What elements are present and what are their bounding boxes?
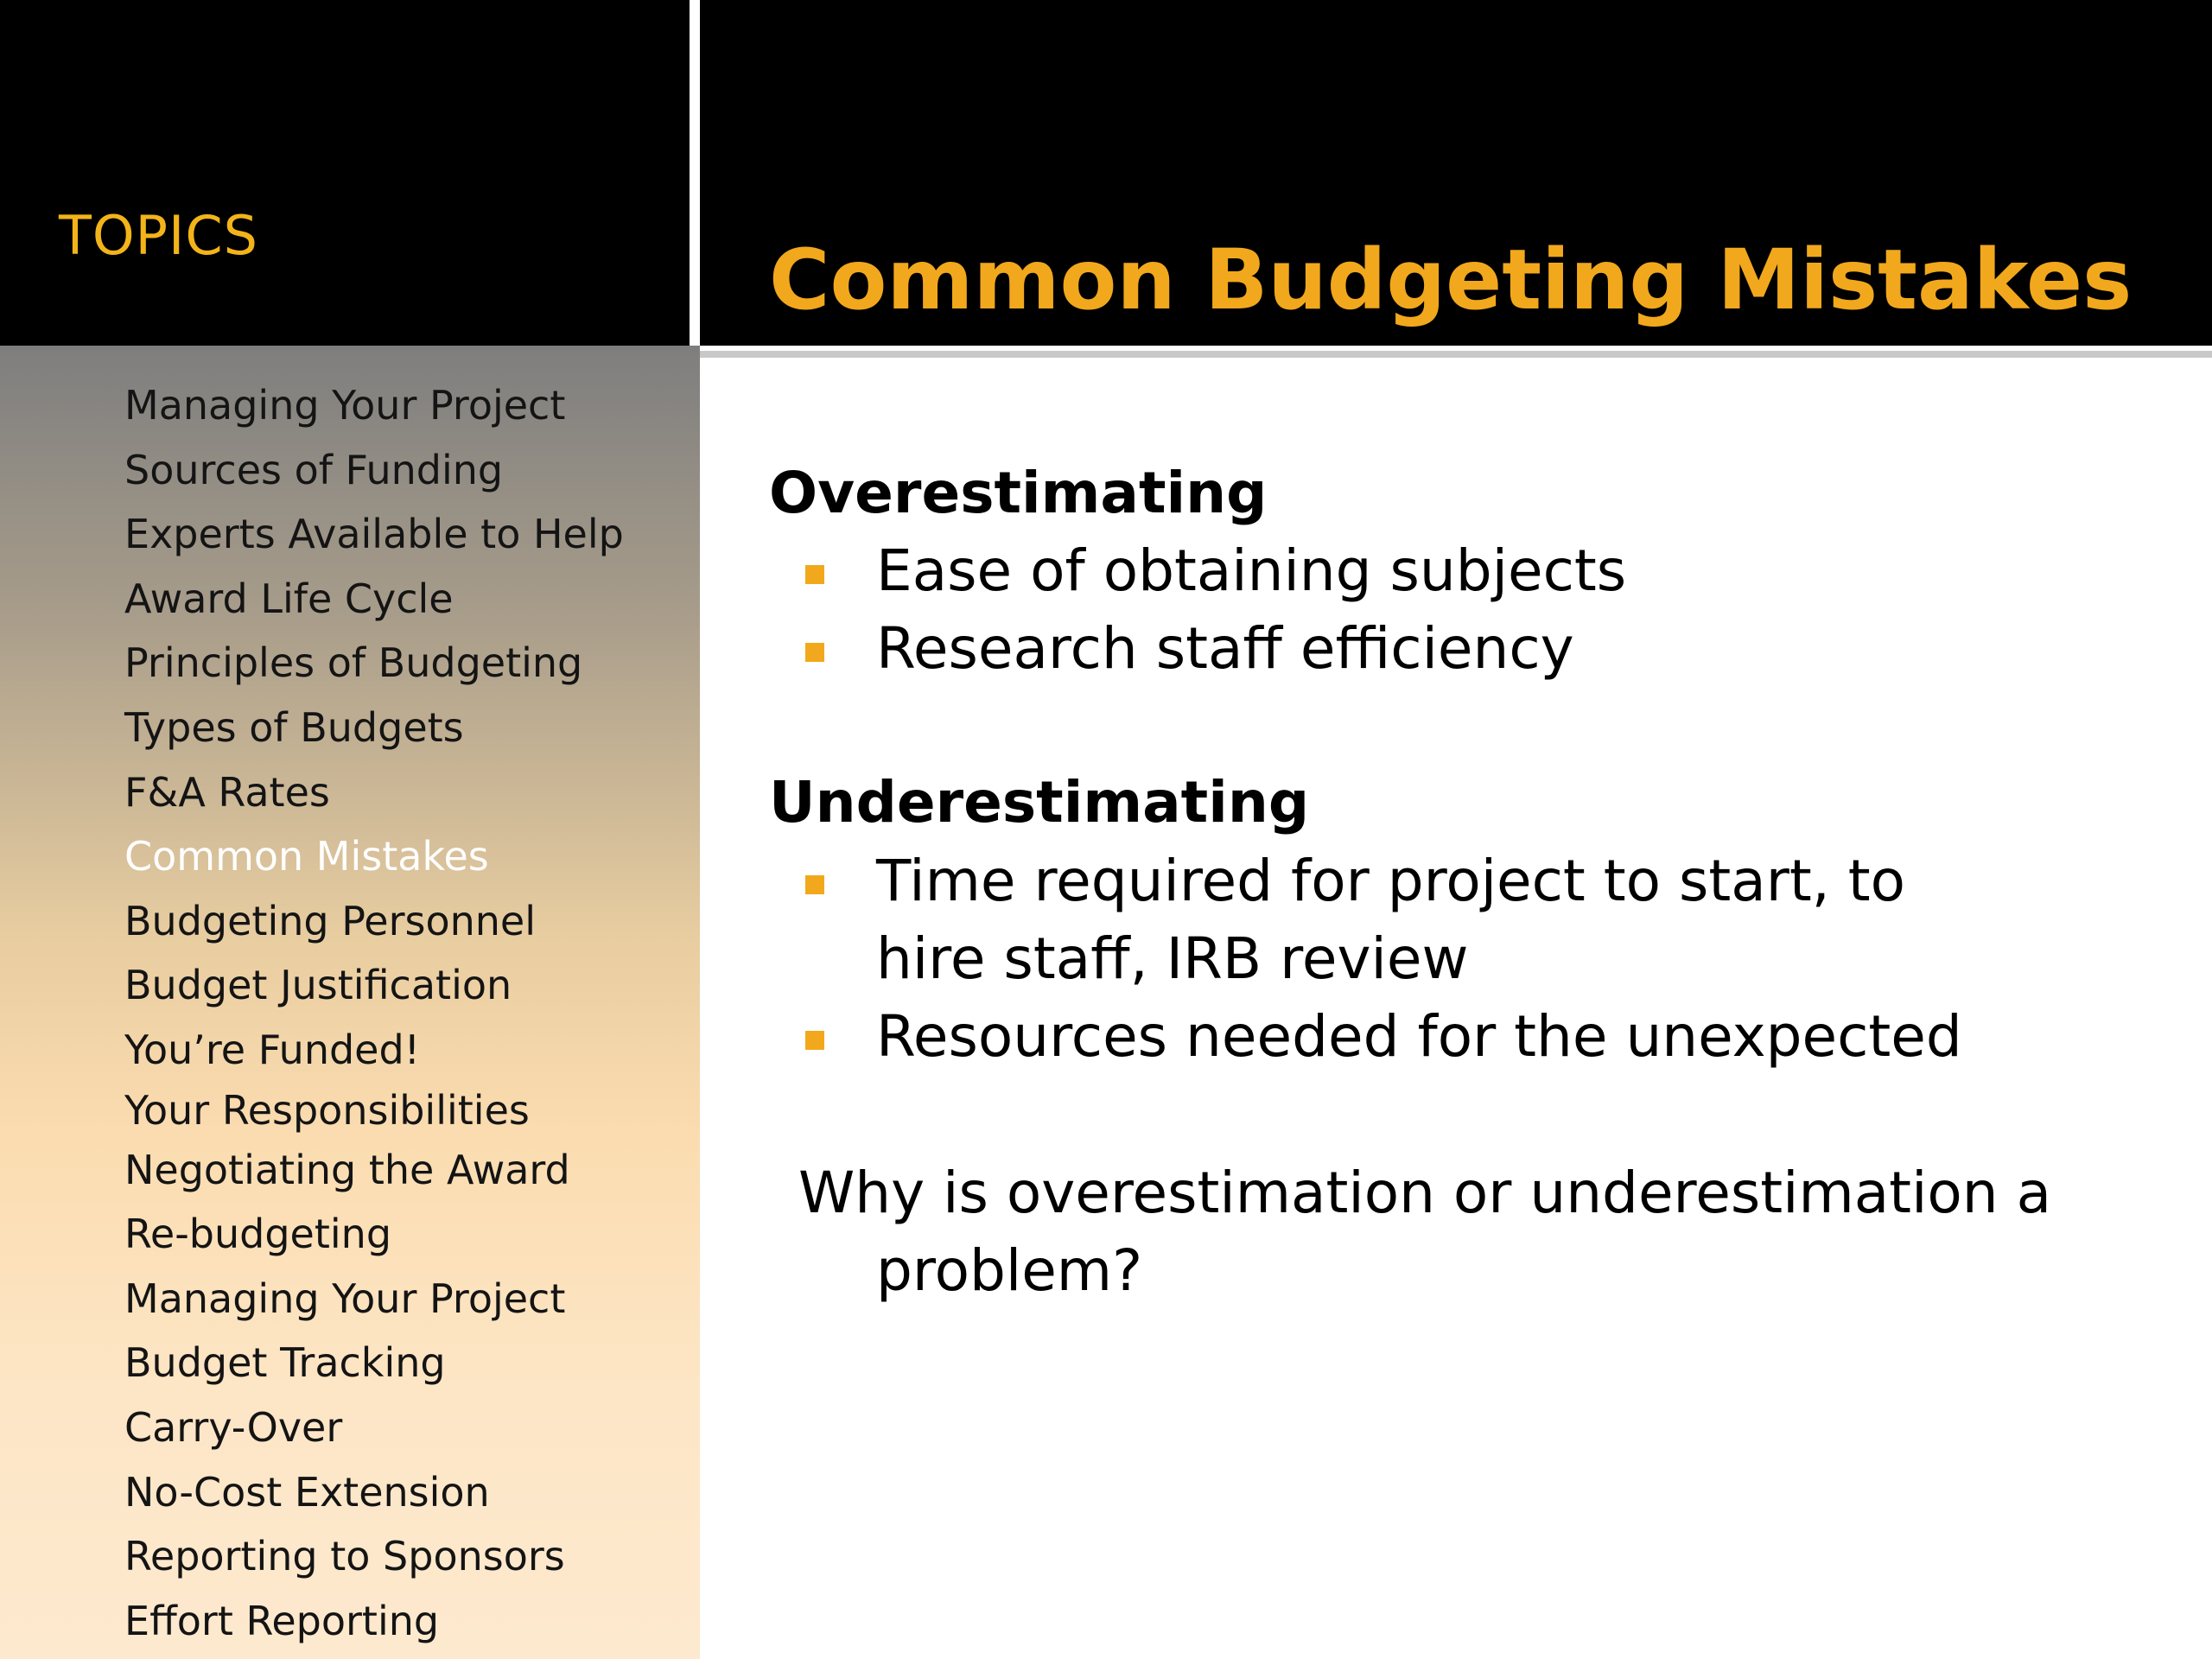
- topics-heading: TOPICS: [59, 204, 258, 267]
- title-rule: [700, 351, 2212, 358]
- bullet-text: Ease of obtaining subjects: [876, 537, 1627, 604]
- topic-item-current[interactable]: Common Mistakes: [124, 833, 489, 880]
- topic-item[interactable]: No-Cost Extension: [124, 1468, 490, 1516]
- topic-item[interactable]: F&A Rates: [124, 768, 330, 816]
- topic-item[interactable]: Budget Tracking: [124, 1339, 446, 1387]
- square-bullet-icon: [805, 643, 824, 662]
- section-heading-underestimating: Underestimating: [769, 769, 1310, 836]
- square-bullet-icon: [805, 565, 824, 584]
- topic-item[interactable]: Negotiating the Award: [124, 1146, 570, 1193]
- topic-item[interactable]: Managing Your Project: [124, 382, 566, 429]
- section-heading-overestimating: Overestimating: [769, 460, 1268, 526]
- bullet-text: Research staff efficiency: [876, 615, 1574, 682]
- topic-item[interactable]: Types of Budgets: [124, 703, 464, 751]
- topic-item[interactable]: Budgeting Personnel: [124, 897, 537, 944]
- slide-title: Common Budgeting Mistakes: [769, 232, 2133, 328]
- topic-item[interactable]: Experts Available to Help: [124, 511, 624, 558]
- topics-header-bar: [0, 0, 690, 346]
- topic-item[interactable]: Your Responsibilities: [124, 1086, 530, 1134]
- bullet-text: Resources needed for the unexpected: [876, 1003, 1962, 1070]
- bullet-text: Time required for project to start, to hire staff, IRB review: [876, 848, 1905, 992]
- topic-item[interactable]: You’re Funded!: [124, 1026, 421, 1073]
- topic-item[interactable]: Sources of Funding: [124, 446, 504, 493]
- topic-item[interactable]: Budget Justification: [124, 962, 512, 1009]
- topic-item[interactable]: Principles of Budgeting: [124, 639, 583, 687]
- topic-item[interactable]: Carry-Over: [124, 1403, 343, 1451]
- topics-sidebar: [0, 346, 700, 1659]
- topic-item[interactable]: Managing Your Project: [124, 1274, 566, 1322]
- square-bullet-icon: [805, 1031, 824, 1050]
- square-bullet-icon: [805, 875, 824, 894]
- discussion-question: Why is overestimation or underestimation a problem?: [798, 1160, 2052, 1304]
- topic-item[interactable]: Effort Reporting: [124, 1597, 440, 1644]
- topic-item[interactable]: Award Life Cycle: [124, 575, 454, 622]
- topic-list: [124, 373, 624, 1653]
- topic-item[interactable]: Re-budgeting: [124, 1211, 392, 1258]
- header-divider: [690, 0, 700, 346]
- topic-item[interactable]: Reporting to Sponsors: [124, 1533, 565, 1580]
